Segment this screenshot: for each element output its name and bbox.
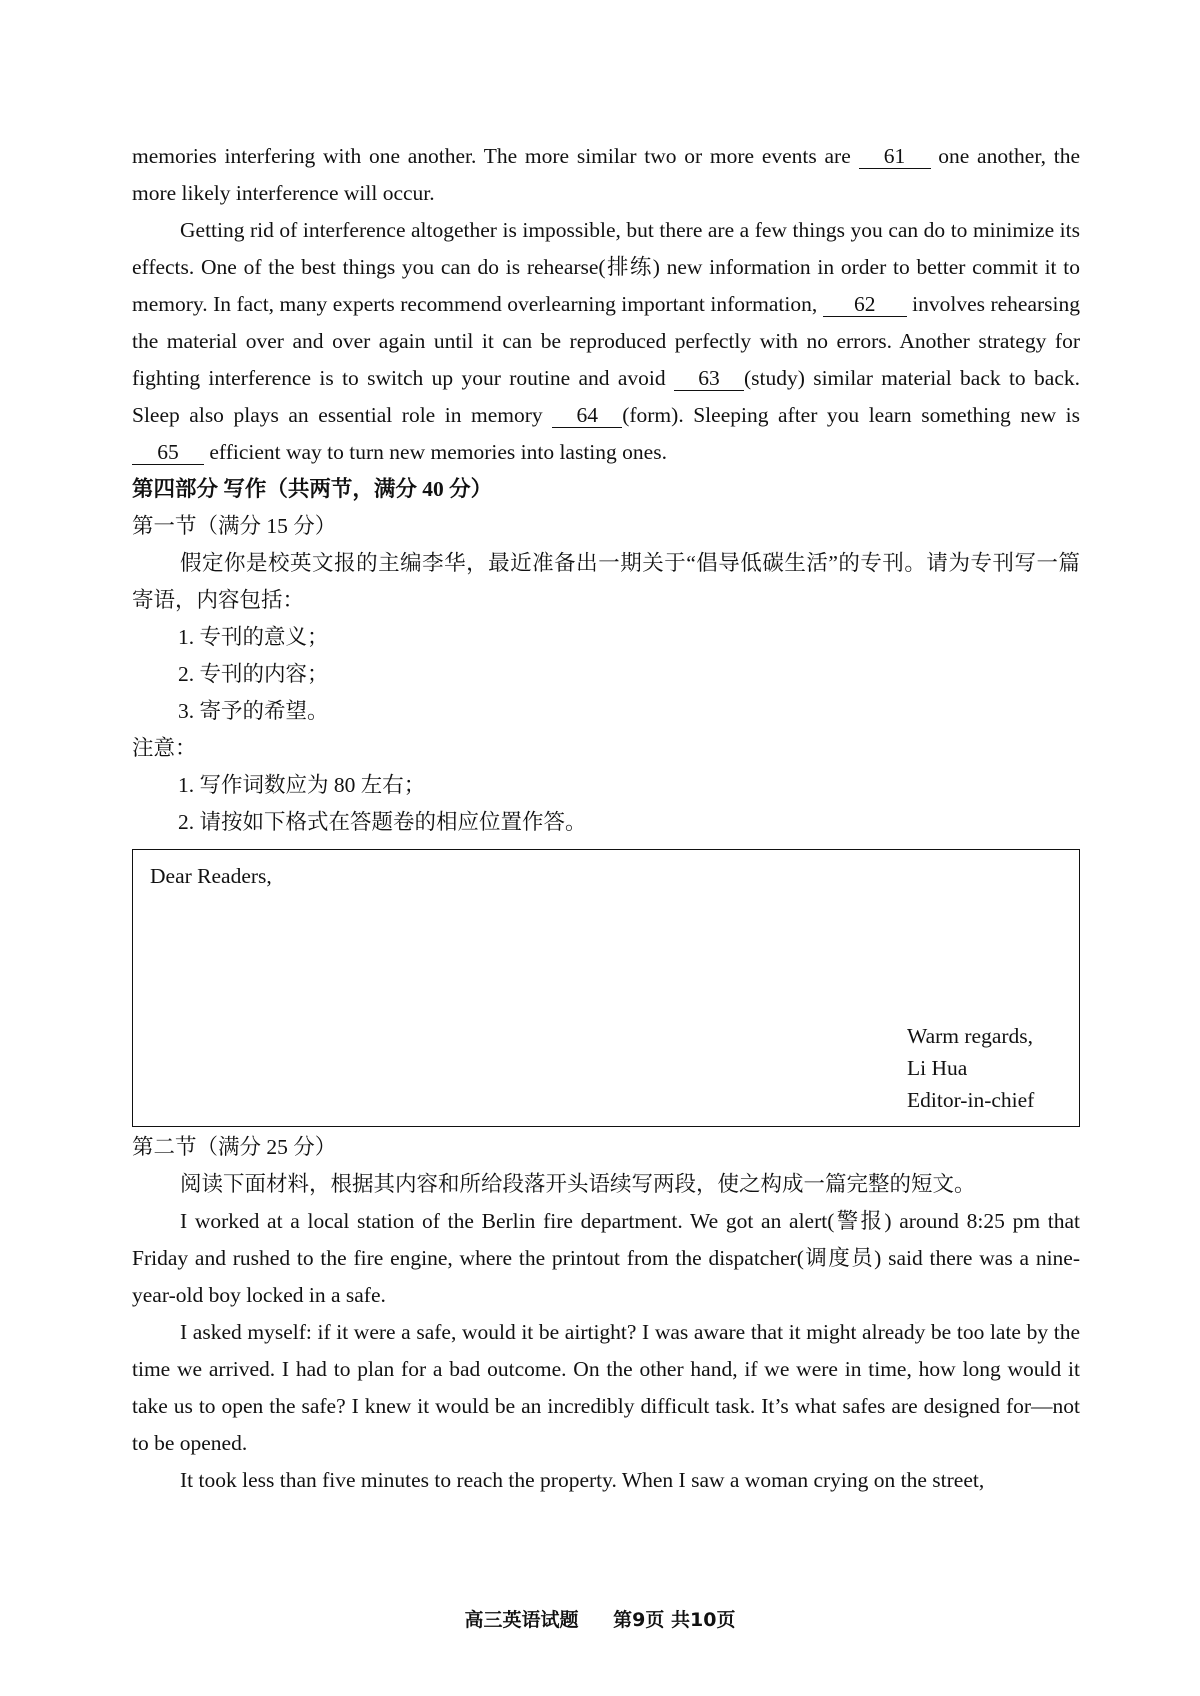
text: Getting rid of interference altogether is impossible, but there are a few things you can do to minimize its effects. One of the best things you can do is rehearse(排练) new information in order to better commit it to memory. In fact, many experts recommend overlearning important information,	[132, 218, 1080, 316]
story-paragraph: I asked myself: if it were a safe, would it be airtight? I was aware that it might already be too late by the time we arrived. I had to plan for a bad outcome. On the other hand, if we were in time, how long would it take us to open the safe? I knew it would be an incredibly difficult task. It’s what safes are designed for—not to be opened.	[132, 1320, 1080, 1455]
list-item: 3. 寄予的希望。	[178, 699, 329, 723]
blank-65: 65	[132, 440, 204, 465]
blank-62: 62	[823, 292, 907, 317]
paragraph-interference	[132, 212, 1080, 471]
story-paragraph: It took less than five minutes to reach the property. When I saw a woman crying on the street,	[180, 1468, 985, 1492]
letter-closing: Warm regards,	[907, 1024, 1034, 1048]
text: involves rehearsing the material over and over again until it can be reproduced perfectly with no errors. Another strategy for fighting interference is to switch up your routine and avoid	[132, 292, 1081, 390]
letter-signature	[907, 1020, 1034, 1116]
list-item: 1. 专刊的意义；	[178, 625, 329, 649]
section2-heading: 第二节（满分 25 分）	[132, 1135, 337, 1159]
note-item: 2. 请按如下格式在答题卷的相应位置作答。	[178, 810, 587, 834]
section1-prompt: 假定你是校英文报的主编李华，最近准备出一期关于“倡导低碳生活”的专刊。请为专刊写一篇寄语，内容包括：	[132, 551, 1080, 612]
story-paragraph: I worked at a local station of the Berlin fire department. We got an alert(警报) around 8:25 pm that Friday and rushed to the fire engine, where the printout from the dispatcher(调度员) said there was a nine-year-old boy locked in a safe.	[132, 1209, 1080, 1307]
footer-page-number: 第9页 共10页	[613, 1609, 736, 1631]
text: one another, the more likely interference will occur.	[132, 144, 1081, 205]
text: memories interfering with one another. The more similar two or more events are	[132, 144, 851, 168]
part4-heading: 第四部分 写作（共两节，满分 40 分）	[132, 477, 493, 501]
footer-title: 高三英语试题	[464, 1609, 579, 1631]
section2-prompt: 阅读下面材料，根据其内容和所给段落开头语续写两段，使之构成一篇完整的短文。	[180, 1172, 976, 1196]
letter-salutation: Dear Readers,	[150, 864, 272, 888]
text: efficient way to turn new memories into lasting ones.	[209, 440, 667, 464]
note-item: 1. 写作词数应为 80 左右；	[178, 773, 426, 797]
list-item: 2. 专刊的内容；	[178, 662, 329, 686]
letter-name: Li Hua	[907, 1056, 968, 1080]
exam-page	[132, 138, 1080, 1499]
section1-heading: 第一节（满分 15 分）	[132, 514, 337, 538]
blank-61: 61	[859, 144, 931, 169]
text: (study) similar material back to back. Sleep also plays an essential role in memory	[132, 366, 1080, 427]
note-label: 注意：	[132, 736, 197, 760]
blank-63: 63	[674, 366, 744, 391]
paragraph-cloze-end	[132, 138, 1080, 212]
page-footer	[0, 1605, 1200, 1632]
text: (form). Sleeping after you learn something new is	[622, 403, 1081, 427]
letter-title: Editor-in-chief	[907, 1088, 1035, 1112]
letter-format-box	[132, 849, 1080, 1127]
blank-64: 64	[552, 403, 622, 428]
